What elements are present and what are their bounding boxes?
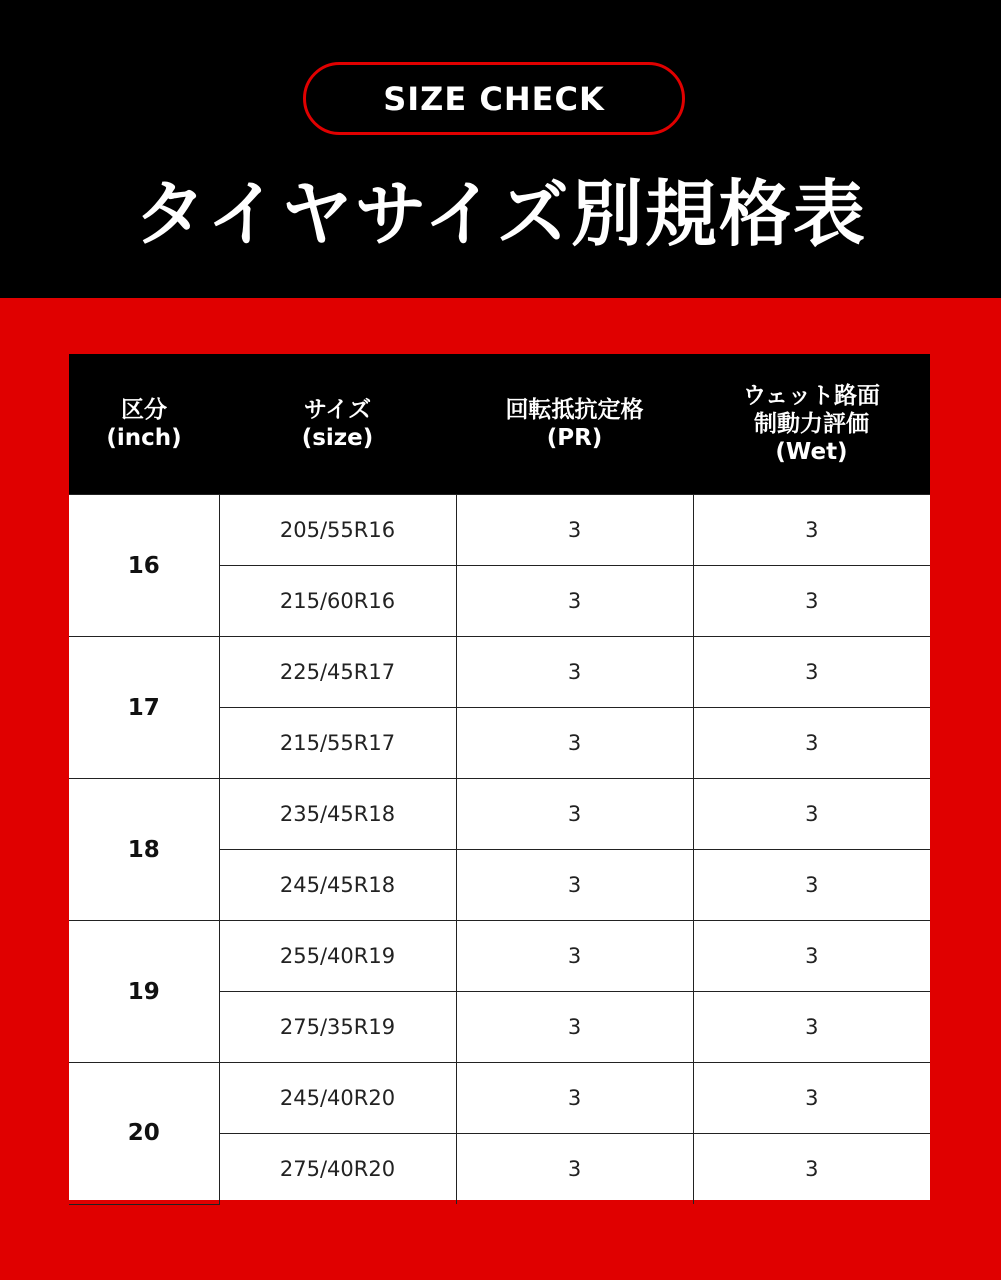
size-cell: 215/60R16 <box>219 566 456 637</box>
wet-cell: 3 <box>693 1063 930 1134</box>
table-row <box>69 637 930 708</box>
pr-cell: 3 <box>456 992 693 1063</box>
spec-table <box>69 354 930 1205</box>
spec-table-container <box>69 354 930 1200</box>
wet-cell: 3 <box>693 495 930 566</box>
column-header-pr: 回転抵抗定格 (PR) <box>456 354 693 495</box>
pr-cell: 3 <box>456 921 693 992</box>
size-cell: 245/45R18 <box>219 850 456 921</box>
inch-cell: 20 <box>69 1063 219 1205</box>
inch-cell: 19 <box>69 921 219 1063</box>
page-title: タイヤサイズ別規格表 <box>134 171 867 256</box>
column-header-size: サイズ (size) <box>219 354 456 495</box>
wet-cell: 3 <box>693 850 930 921</box>
size-cell: 235/45R18 <box>219 779 456 850</box>
size-cell: 205/55R16 <box>219 495 456 566</box>
pr-cell: 3 <box>456 850 693 921</box>
pr-cell: 3 <box>456 566 693 637</box>
wet-cell: 3 <box>693 921 930 992</box>
table-row <box>69 1063 930 1134</box>
pr-cell: 3 <box>456 1063 693 1134</box>
table-row <box>69 495 930 566</box>
size-cell: 245/40R20 <box>219 1063 456 1134</box>
table-row <box>69 921 930 992</box>
column-header-wet: ウェット路面 制動力評価 (Wet) <box>693 354 930 495</box>
pr-cell: 3 <box>456 708 693 779</box>
wet-cell: 3 <box>693 708 930 779</box>
size-cell: 275/40R20 <box>219 1134 456 1205</box>
wet-cell: 3 <box>693 637 930 708</box>
pr-cell: 3 <box>456 637 693 708</box>
size-cell: 275/35R19 <box>219 992 456 1063</box>
column-header-inch: 区分 (inch) <box>69 354 219 495</box>
header-band <box>0 0 1001 298</box>
wet-cell: 3 <box>693 1134 930 1205</box>
table-row <box>69 779 930 850</box>
pr-cell: 3 <box>456 779 693 850</box>
pr-cell: 3 <box>456 495 693 566</box>
wet-cell: 3 <box>693 992 930 1063</box>
badge-label: SIZE CHECK <box>383 79 605 118</box>
wet-cell: 3 <box>693 779 930 850</box>
inch-cell: 16 <box>69 495 219 637</box>
table-header-row <box>69 354 930 495</box>
size-cell: 215/55R17 <box>219 708 456 779</box>
wet-cell: 3 <box>693 566 930 637</box>
size-check-badge <box>303 62 685 135</box>
size-cell: 225/45R17 <box>219 637 456 708</box>
size-cell: 255/40R19 <box>219 921 456 992</box>
inch-cell: 17 <box>69 637 219 779</box>
pr-cell: 3 <box>456 1134 693 1205</box>
inch-cell: 18 <box>69 779 219 921</box>
